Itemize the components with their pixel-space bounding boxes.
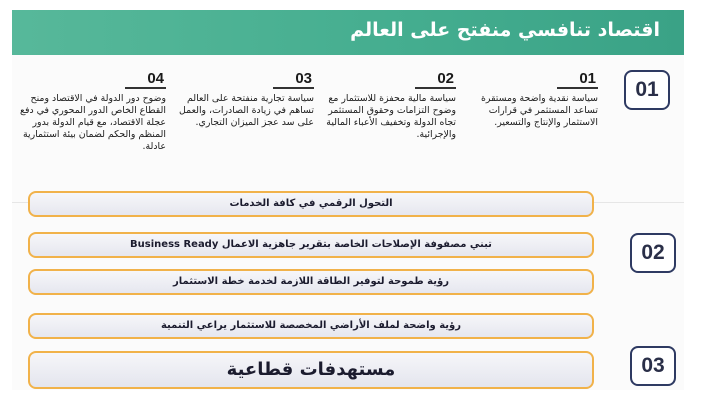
marker-03: 03 xyxy=(630,346,676,386)
column-number: 02 xyxy=(415,70,456,89)
policy-column-03 xyxy=(174,68,314,129)
column-text: وضوح دور الدولة في الاقتصاد ومنح القطاع الخاص الدور المحوري في دفع عجلة الاقتصاد، مع قيام الدولة بدور المنظم والحكم لضمان بيئة استثمارية عادلة. xyxy=(20,93,166,152)
column-number: 01 xyxy=(557,70,598,89)
initiative-pill-4: رؤية واضحة لملف الأراضي المخصصة للاستثمار يراعي التنمية xyxy=(28,313,594,339)
marker-01: 01 xyxy=(624,70,670,110)
column-text: سياسة مالية محفزة للاستثمار مع وضوح التزامات وحقوق المستثمر تجاه الدولة وتخفيف الأعباء المالية والإجرائية. xyxy=(326,93,456,140)
marker-02: 02 xyxy=(630,233,676,273)
slide xyxy=(12,10,684,390)
column-number: 03 xyxy=(273,70,314,89)
slide-title: اقتصاد تنافسي منفتح على العالم xyxy=(350,19,660,41)
policy-column-01 xyxy=(464,68,598,129)
policy-column-02 xyxy=(322,68,456,141)
column-number: 04 xyxy=(125,70,166,89)
initiative-pill-2: تبني مصفوفة الإصلاحات الخاصة بتقرير جاهزية الاعمال Business Ready xyxy=(28,232,594,258)
initiative-pill-3: رؤية طموحة لتوفير الطاقة اللازمة لخدمة خطة الاستثمار xyxy=(28,269,594,295)
sector-targets-pill: مستهدفات قطاعية xyxy=(28,351,594,389)
initiative-pill-1: التحول الرقمي في كافة الخدمات xyxy=(28,191,594,217)
header-bar xyxy=(12,10,684,55)
column-text: سياسة نقدية واضحة ومستقرة تساعد المستثمر في قرارات الاستثمار والإنتاج والتسعير. xyxy=(480,93,598,128)
column-text: سياسة تجارية منفتحة على العالم تساهم في زيادة الصادرات، والعمل على سد عجز الميزان التجاري. xyxy=(179,93,314,128)
policy-column-04 xyxy=(14,68,166,153)
